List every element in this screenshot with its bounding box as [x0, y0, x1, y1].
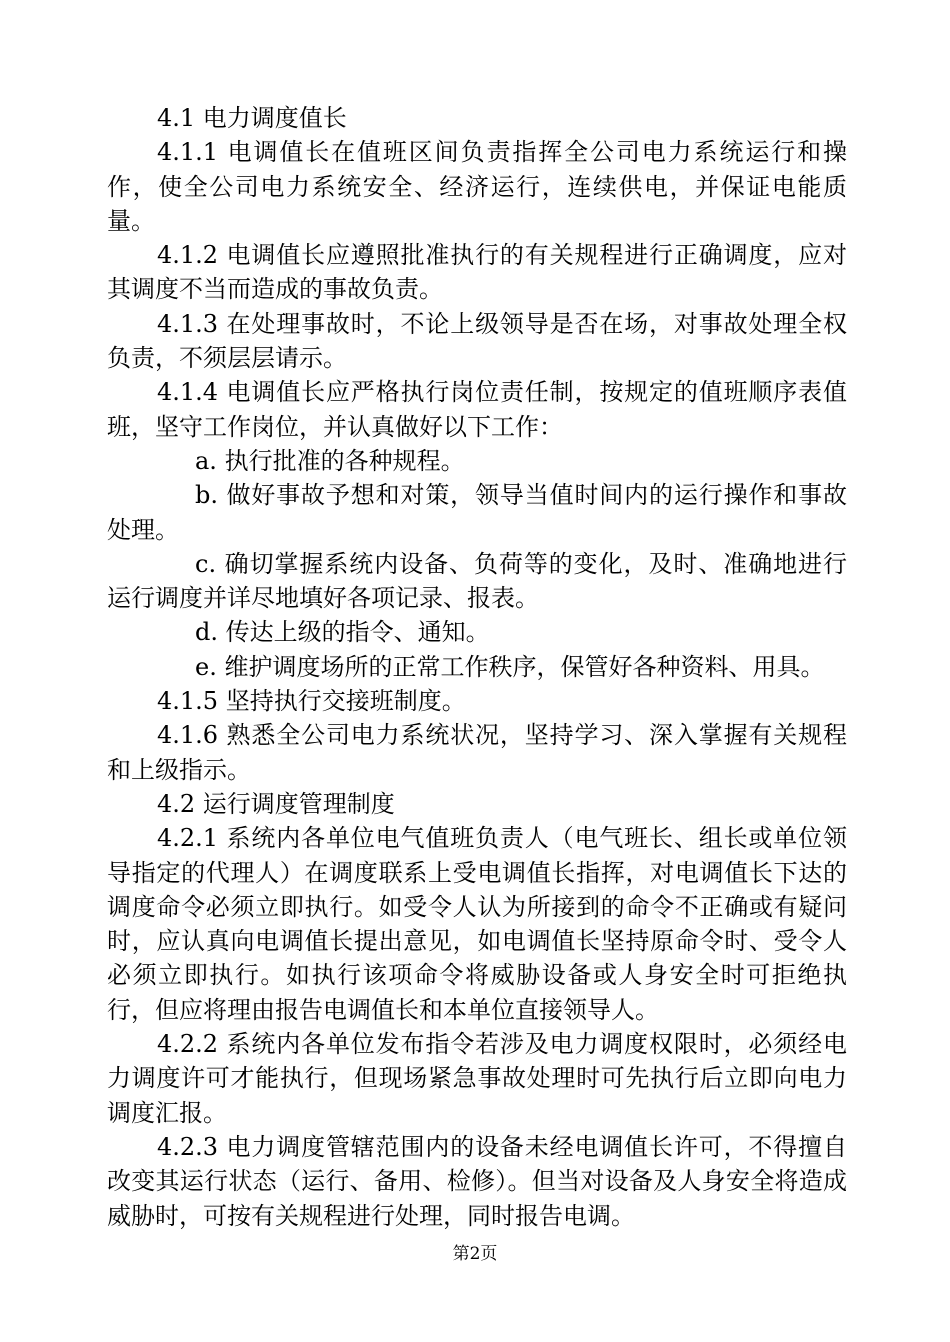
document-body — [107, 101, 847, 1233]
list-item-e: e. 维护调度场所的正常工作秩序，保管好各种资料、用具。 — [195, 652, 825, 681]
paragraph-4-2-3: 4.2.3 电力调度管辖范围内的设备未经电调值长许可，不得擅自改变其运行状态（运行、备用、检修）。但当对设备及人身安全将造成威胁时，可按有关规程进行处理，同时报告电调。 — [107, 1132, 847, 1230]
list-item-a: a. 执行批准的各种规程。 — [195, 446, 465, 475]
paragraph-4-2-1: 4.2.1 系统内各单位电气值班负责人（电气班长、组长或单位领导指定的代理人）在调度联系上受电调值长指挥，对电调值长下达的调度命令必须立即执行。如受令人认为所接到的命令不正确或有疑问时，应认真向电调值长提出意见，如电调值长坚持原命令时、受令人必须立即执行。如执行该项命令将威胁设备或人身安全时可拒绝执行，但应将理由报告电调值长和本单位直接领导人。 — [107, 824, 847, 1024]
paragraph-4-1-1: 4.1.1 电调值长在值班区间负责指挥全公司电力系统运行和操作，使全公司电力系统安全、经济运行，连续供电，并保证电能质量。 — [107, 138, 847, 235]
list-item-b: b. 做好事故予想和对策，领导当值时间内的运行操作和事故处理。 — [107, 481, 847, 544]
paragraph-4-1-2: 4.1.2 电调值长应遵照批准执行的有关规程进行正确调度，应对其调度不当而造成的事故负责。 — [107, 241, 847, 304]
paragraph-4-1-4: 4.1.4 电调值长应严格执行岗位责任制，按规定的值班顺序表值班，坚守工作岗位，并认真做好以下工作： — [107, 378, 847, 441]
paragraph-4-2-2: 4.2.2 系统内各单位发布指令若涉及电力调度权限时，必须经电力调度许可才能执行，但现场紧急事故处理时可先执行后立即向电力调度汇报。 — [107, 1030, 847, 1127]
paragraph-4-1-5: 4.1.5 坚持执行交接班制度。 — [157, 687, 466, 716]
list-item-d: d. 传达上级的指令、通知。 — [195, 618, 490, 647]
paragraph-4-1-6: 4.1.6 熟悉全公司电力系统状况，坚持学习、深入掌握有关规程和上级指示。 — [107, 721, 847, 784]
section-heading-4-1: 4.1 电力调度值长 — [157, 104, 347, 132]
page-number: 第2页 — [452, 1244, 498, 1264]
list-item-c: c. 确切掌握系统内设备、负荷等的变化，及时、准确地进行运行调度并详尽地填好各项记录、报表。 — [107, 549, 847, 613]
paragraph-4-1-3: 4.1.3 在处理事故时，不论上级领导是否在场，对事故处理全权负责，不须层层请示。 — [107, 309, 847, 373]
section-heading-4-2: 4.2 运行调度管理制度 — [157, 789, 395, 818]
